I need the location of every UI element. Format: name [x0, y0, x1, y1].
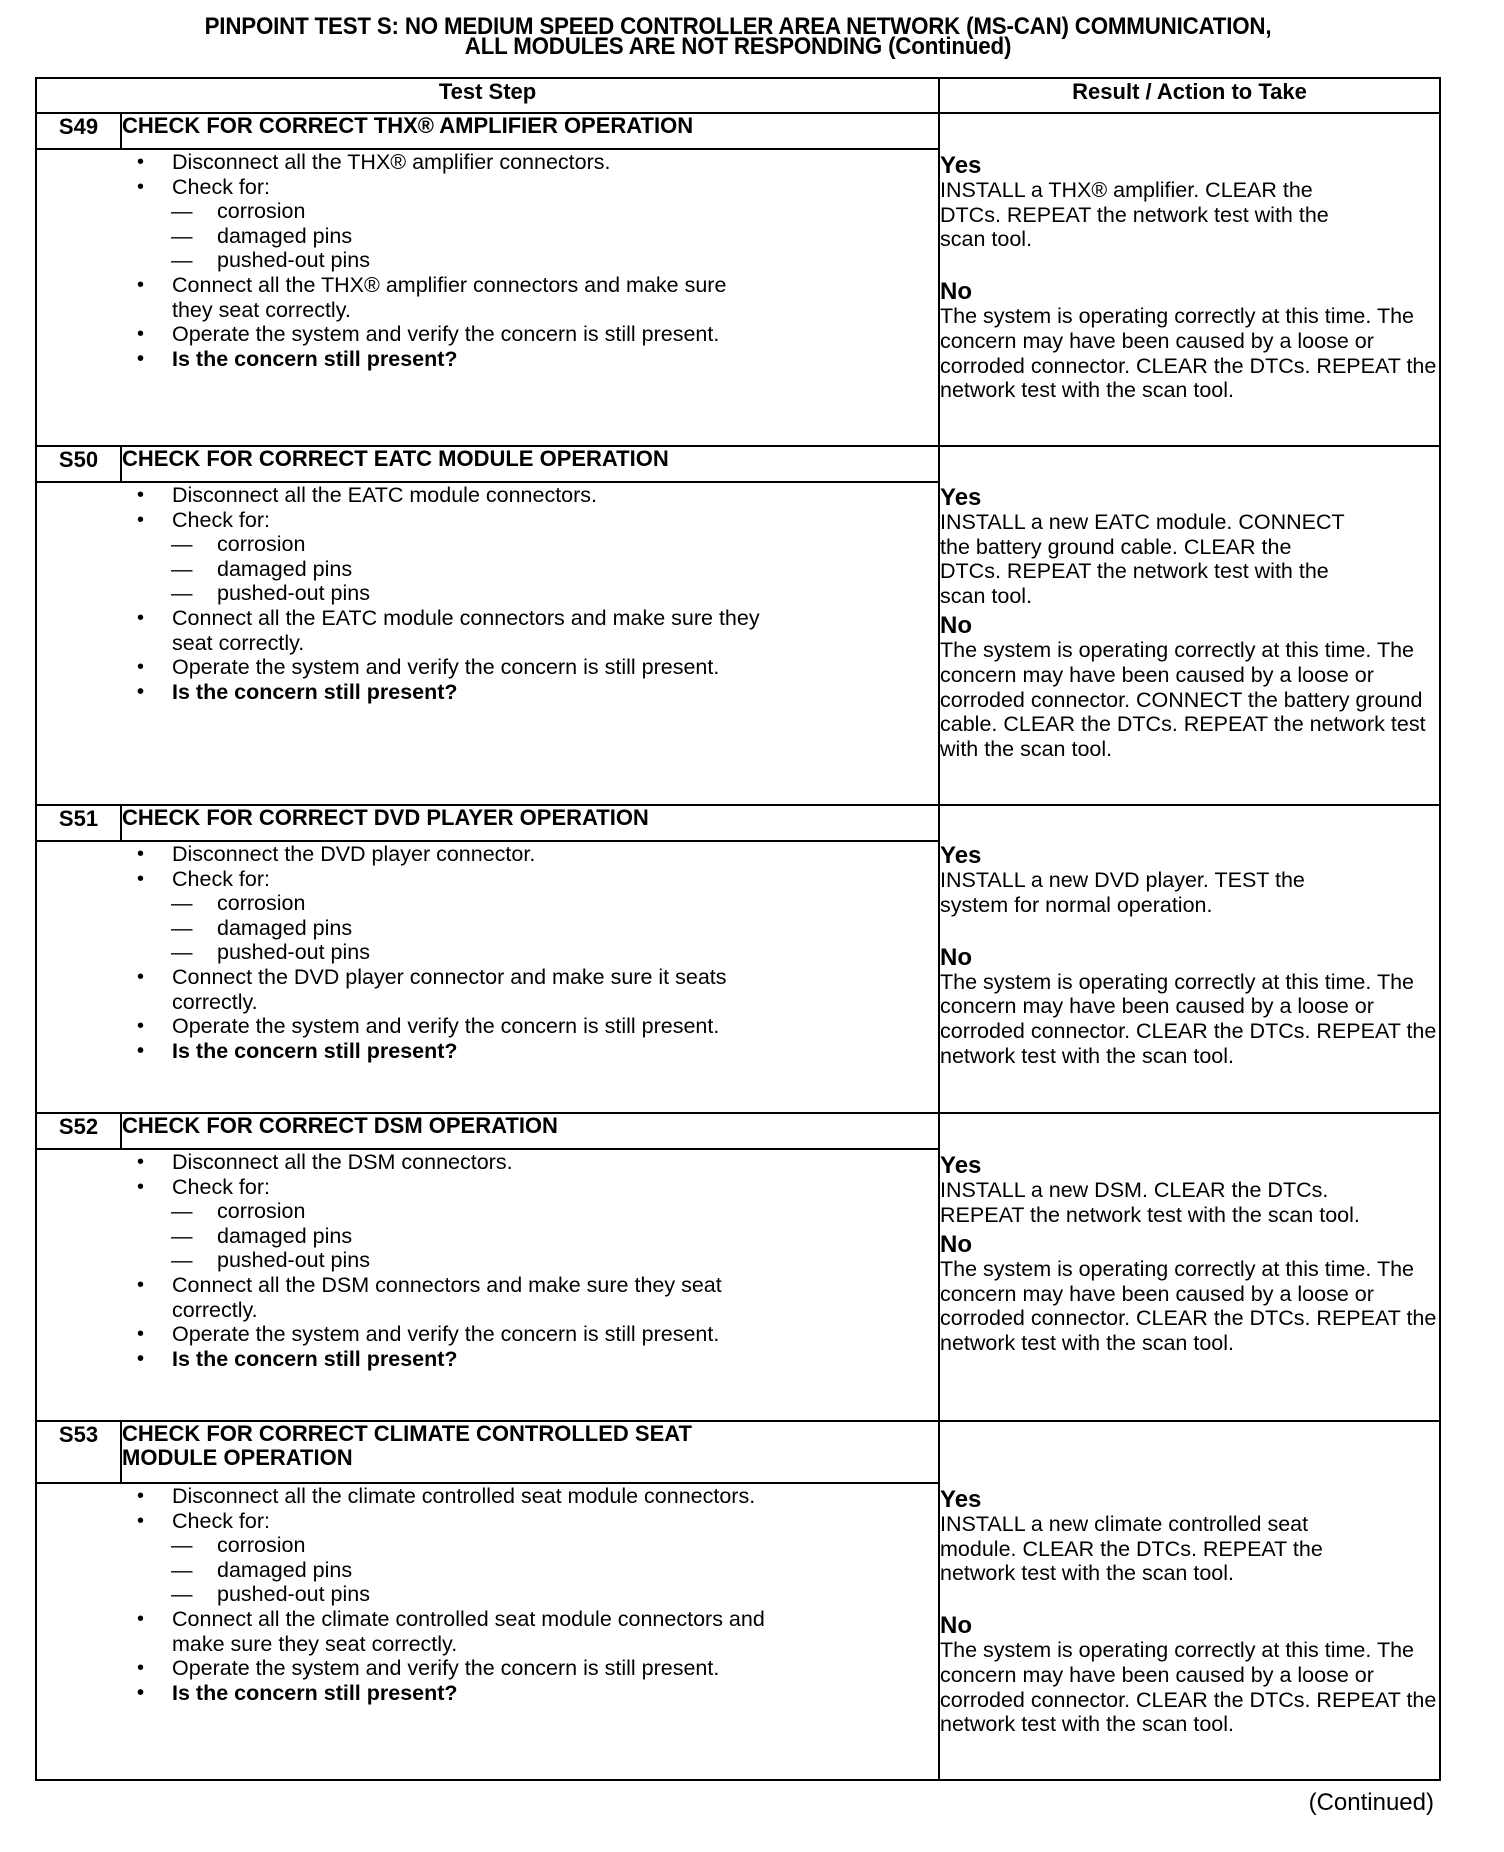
step-title-row	[36, 1421, 1440, 1483]
instruction-item: • Operate the system and verify the concern is still present.	[137, 1014, 938, 1039]
yes-label: Yes	[940, 1152, 982, 1179]
step-title: CHECK FOR CORRECT DSM OPERATION	[121, 1113, 939, 1149]
step-title: CHECK FOR CORRECT THX® AMPLIFIER OPERATION	[121, 113, 939, 149]
dash-icon: —	[171, 223, 193, 248]
yes-label: Yes	[940, 842, 982, 869]
step-id: S51	[36, 805, 121, 841]
step-instructions	[36, 841, 939, 1113]
check-item: — pushed-out pins	[171, 1248, 370, 1273]
instruction-item: • Disconnect the DVD player connector.	[137, 842, 938, 867]
page-title	[89, 13, 1387, 60]
yes-label: Yes	[940, 152, 982, 179]
step-title: CHECK FOR CORRECT EATC MODULE OPERATION	[121, 446, 939, 482]
instruction-item: • Connect all the DSM connectors and make sure they seat correctly.	[137, 1273, 732, 1322]
instruction-item: • Check for:	[137, 867, 938, 892]
step-title-row	[36, 113, 1440, 149]
step-title-row	[36, 805, 1440, 841]
instruction-item: • Connect all the THX® amplifier connectors and make sure they seat correctly.	[137, 273, 772, 322]
no-label: No	[940, 943, 973, 971]
instruction-item: • Connect all the EATC module connectors and make sure they seat correctly.	[137, 606, 772, 655]
question-item: • Is the concern still present?	[137, 1039, 938, 1064]
instruction-item: • Connect all the climate controlled seat module connectors and make sure they seat correctly.	[137, 1607, 822, 1656]
instruction-item: • Connect the DVD player connector and make sure it seats correctly.	[137, 965, 732, 1014]
instruction-item: • Disconnect all the climate controlled seat module connectors.	[137, 1484, 938, 1509]
step-id: S49	[36, 113, 121, 149]
no-label: No	[940, 278, 973, 306]
step-result-cell	[939, 1421, 1440, 1780]
dash-icon: —	[171, 891, 193, 916]
no-action-text: The system is operating correctly at this time. The concern may have been caused by a loose or corroded connector. CLEAR the DTCs. REPEAT the network test with the scan tool.	[940, 1638, 1437, 1737]
header-test-step: Test Step	[36, 78, 939, 113]
instruction-item: • Check for:	[137, 508, 938, 533]
no-action-text: The system is operating correctly at this time. The concern may have been caused by a loose or corroded connector. CONNECT the battery ground cable. CLEAR the DTCs. REPEAT the network test with the scan tool.	[940, 638, 1426, 761]
header-result-action: Result / Action to Take	[939, 78, 1440, 113]
step-title-row	[36, 1113, 1440, 1149]
instruction-item: • Disconnect all the DSM connectors.	[137, 1150, 938, 1175]
dash-icon: —	[171, 915, 193, 940]
check-item: — corrosion	[171, 891, 306, 916]
instruction-item: • Disconnect all the EATC module connectors.	[137, 483, 938, 508]
dash-icon: —	[171, 1199, 193, 1224]
instruction-item: • Operate the system and verify the concern is still present.	[137, 322, 938, 347]
step-id: S53	[36, 1421, 121, 1483]
no-action-text: The system is operating correctly at this time. The concern may have been caused by a loose or corroded connector. CLEAR the DTCs. REPEAT the network test with the scan tool.	[940, 304, 1437, 403]
step-id: S52	[36, 1113, 121, 1149]
step-id: S50	[36, 446, 121, 482]
step-result-cell	[939, 113, 1440, 446]
step-result-cell	[939, 446, 1440, 805]
no-action-text: The system is operating correctly at this time. The concern may have been caused by a loose or corroded connector. CLEAR the DTCs. REPEAT the network test with the scan tool.	[940, 969, 1437, 1068]
question-item: • Is the concern still present?	[137, 1681, 938, 1706]
dash-icon: —	[171, 1533, 193, 1558]
title-line-1: PINPOINT TEST S: NO MEDIUM SPEED CONTROLLER AREA NETWORK (MS-CAN) COMMUNICATION,	[204, 13, 1272, 40]
instruction-item: • Disconnect all the THX® amplifier connectors.	[137, 150, 938, 175]
step-instructions	[36, 1483, 939, 1780]
dash-icon: —	[171, 1248, 193, 1273]
instruction-item: • Check for:	[137, 1509, 938, 1534]
check-item: — damaged pins	[171, 556, 353, 581]
yes-action-text: INSTALL a new EATC module. CONNECT the battery ground cable. CLEAR the DTCs. REPEAT the network test with the scan tool.	[940, 510, 1345, 608]
check-item: — corrosion	[171, 1199, 306, 1224]
instruction-item: • Operate the system and verify the concern is still present.	[137, 1656, 938, 1681]
check-item: — corrosion	[171, 199, 306, 224]
table-header-row	[36, 78, 1440, 113]
dash-icon: —	[171, 1223, 193, 1248]
yes-action-text: INSTALL a new climate controlled seat module. CLEAR the DTCs. REPEAT the network test with the scan tool.	[940, 1512, 1323, 1586]
no-label: No	[940, 1612, 973, 1640]
step-instructions	[36, 1149, 939, 1421]
check-item: — pushed-out pins	[171, 940, 370, 965]
dash-icon: —	[171, 1557, 193, 1582]
question-item: • Is the concern still present?	[137, 680, 938, 705]
check-item: — pushed-out pins	[171, 248, 370, 273]
dash-icon: —	[171, 556, 193, 581]
step-result-cell	[939, 1113, 1440, 1421]
title-line-2: ALL MODULES ARE NOT RESPONDING (Continued)	[464, 33, 1012, 60]
dash-icon: —	[171, 581, 193, 606]
question-item: • Is the concern still present?	[137, 1347, 938, 1372]
instruction-item: • Operate the system and verify the concern is still present.	[137, 1322, 938, 1347]
step-title: CHECK FOR CORRECT CLIMATE CONTROLLED SEAT MODULE OPERATION	[121, 1421, 939, 1483]
step-instructions	[36, 482, 939, 805]
step-result-cell	[939, 805, 1440, 1113]
check-item: — corrosion	[171, 1533, 306, 1558]
instruction-item: • Operate the system and verify the concern is still present.	[137, 655, 938, 680]
dash-icon: —	[171, 248, 193, 273]
yes-label: Yes	[940, 484, 982, 511]
no-label: No	[940, 612, 973, 640]
step-instructions	[36, 149, 939, 446]
dash-icon: —	[171, 1582, 193, 1607]
no-label: No	[940, 1231, 973, 1259]
check-item: — corrosion	[171, 532, 306, 557]
yes-label: Yes	[940, 1486, 982, 1513]
yes-action-text: INSTALL a new DSM. CLEAR the DTCs. REPEAT the network test with the scan tool.	[940, 1178, 1360, 1227]
step-title: CHECK FOR CORRECT DVD PLAYER OPERATION	[121, 805, 939, 841]
check-item: — damaged pins	[171, 1223, 353, 1248]
yes-action-text: INSTALL a new DVD player. TEST the system for normal operation.	[940, 868, 1305, 917]
dash-icon: —	[171, 940, 193, 965]
check-item: — pushed-out pins	[171, 1582, 370, 1607]
step-title-row	[36, 446, 1440, 482]
instruction-item: • Check for:	[137, 175, 938, 200]
check-item: — pushed-out pins	[171, 581, 370, 606]
no-action-text: The system is operating correctly at this time. The concern may have been caused by a loose or corroded connector. CLEAR the DTCs. REPEAT the network test with the scan tool.	[940, 1257, 1437, 1355]
question-item: • Is the concern still present?	[137, 347, 938, 372]
pinpoint-test-table	[35, 77, 1441, 1781]
yes-action-text: INSTALL a THX® amplifier. CLEAR the DTCs. REPEAT the network test with the scan tool.	[940, 178, 1329, 252]
dash-icon: —	[171, 199, 193, 224]
check-item: — damaged pins	[171, 223, 353, 248]
dash-icon: —	[171, 532, 193, 557]
check-item: — damaged pins	[171, 1557, 353, 1582]
instruction-item: • Check for:	[137, 1175, 938, 1200]
check-item: — damaged pins	[171, 915, 353, 940]
continued-label: (Continued)	[1308, 1789, 1434, 1816]
